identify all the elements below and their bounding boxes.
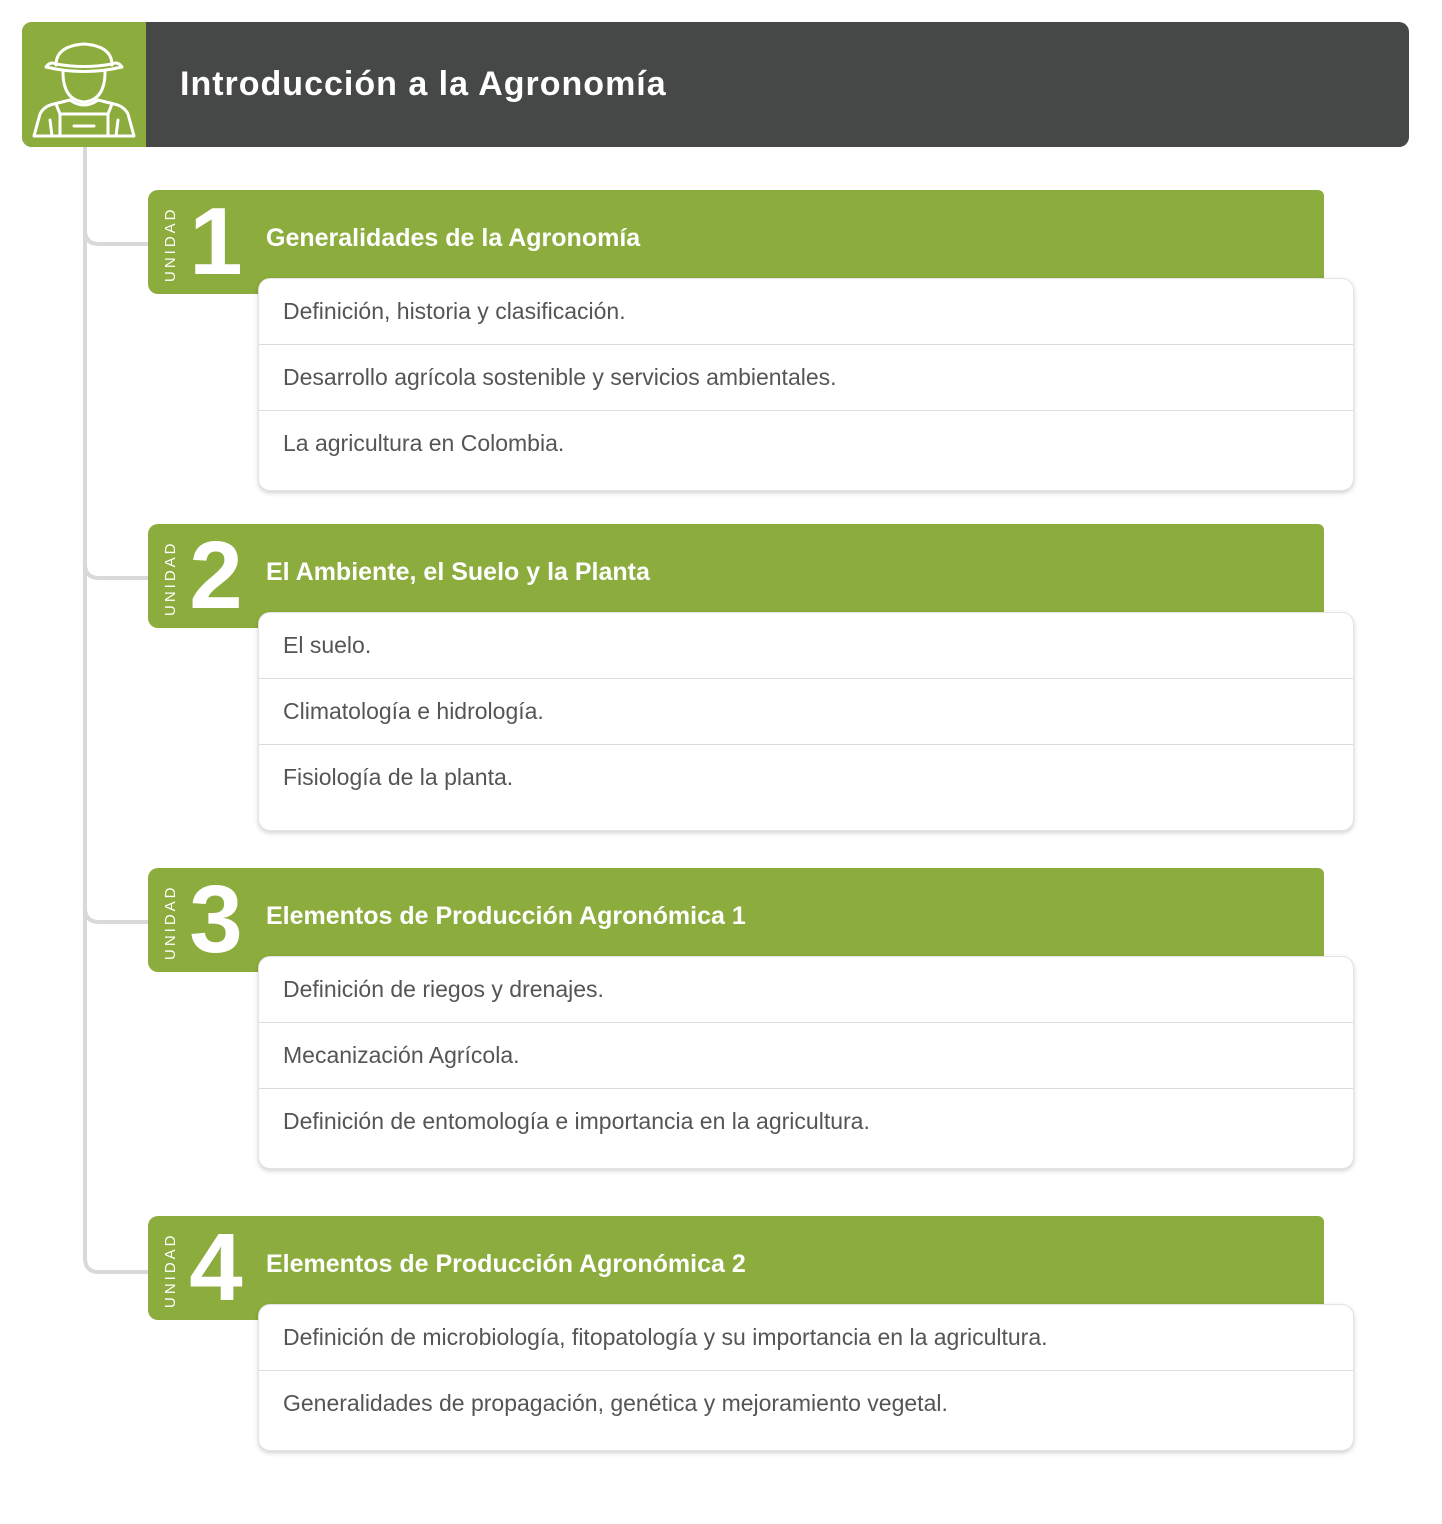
unit-title: Generalidades de la Agronomía [266, 224, 641, 252]
topic-item: Climatología e hidrología. [259, 679, 1353, 745]
unit-title: El Ambiente, el Suelo y la Planta [266, 558, 650, 586]
unit-number: 4 [189, 1214, 243, 1321]
course-title: Introducción a la Agronomía [180, 65, 667, 103]
header-icon-box [22, 22, 146, 147]
topic-list [258, 278, 1354, 491]
unit-number: 2 [189, 522, 243, 629]
topic-item: Desarrollo agrícola sostenible y servicios ambientales. [259, 345, 1353, 411]
unit-label: UNIDAD [162, 540, 179, 616]
topic-list [258, 612, 1354, 831]
topic-item: Definición, historia y clasificación. [259, 279, 1353, 345]
course-header [22, 22, 1409, 147]
topic-item: El suelo. [259, 613, 1353, 679]
topic-item: La agricultura en Colombia. [283, 430, 565, 456]
unit-label: UNIDAD [162, 884, 179, 960]
topic-list [258, 1304, 1354, 1451]
unit-number: 3 [189, 866, 243, 973]
topic-item: Definición de microbiología, fitopatología y su importancia en la agricultura. [259, 1305, 1353, 1371]
topic-item: Definición de riegos y drenajes. [259, 957, 1353, 1023]
farmer-icon [30, 36, 138, 140]
topic-list [258, 956, 1354, 1169]
unit-label: UNIDAD [162, 1232, 179, 1308]
unit-title: Elementos de Producción Agronómica 2 [266, 1250, 746, 1278]
topic-item: Mecanización Agrícola. [259, 1023, 1353, 1089]
unit-label: UNIDAD [162, 206, 179, 282]
topic-item: Definición de entomología e importancia en la agricultura. [283, 1108, 870, 1134]
topic-item: Fisiología de la planta. [283, 764, 514, 790]
unit-title: Elementos de Producción Agronómica 1 [266, 902, 746, 930]
topic-item: Generalidades de propagación, genética y mejoramiento vegetal. [283, 1390, 948, 1416]
unit-number: 1 [189, 188, 243, 295]
